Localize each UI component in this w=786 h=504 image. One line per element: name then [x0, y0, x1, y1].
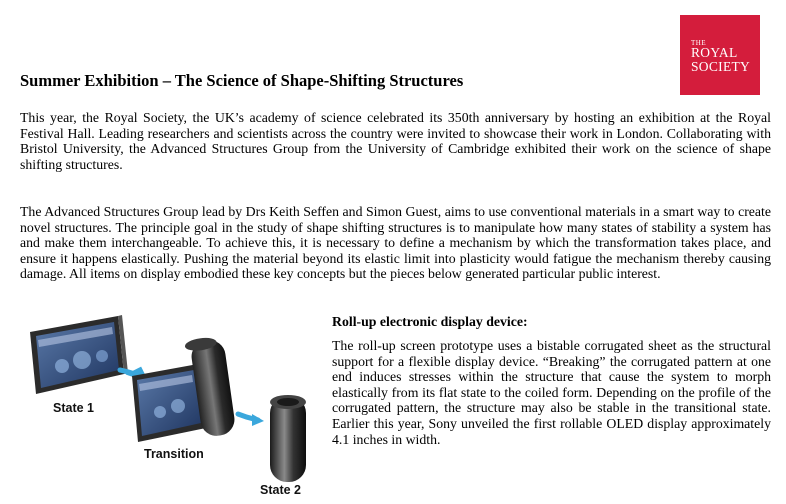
group-paragraph: The Advanced Structures Group lead by Drs Keith Seffen and Simon Guest, aims to use conventional materials in a smart way to create novel structures. The principle goal in the study of shape shifting structures is to manipulate how many states of stability a system has and make them interchangeable. To achieve this, it is necessary to define a mechanism by which the transformation takes place, and ensure it happens elastically. Pushing the material beyond its elastic limit into plasticity would fatigue the mechanism thereby causing damage. All items on display embodied these key concepts but the pieces below generated particular public interest.: [20, 204, 771, 282]
logo-line-society: SOCIETY: [691, 59, 751, 74]
intro-paragraph: This year, the Royal Society, the UK’s academy of science celebrated its 350th anniversary by hosting an exhibition at the Royal Festival Hall. Leading researchers and scientists across the country were invited to showcase their work in London. Collaborating with Bristol University, the Advanced Structures Group from the University of Cambridge exhibited their work on the science of shape shifting structures.: [20, 110, 771, 172]
state2-roll: [270, 395, 306, 482]
article-title: Summer Exhibition – The Science of Shape-Shifting Structures: [20, 71, 464, 90]
rollup-display-figure: [20, 310, 320, 500]
caption-transition: Transition: [144, 447, 204, 461]
section-heading: Roll-up electronic display device:: [332, 314, 528, 329]
state1-display: [30, 315, 128, 394]
caption-state-2: State 2: [260, 483, 301, 497]
transition-display: [132, 336, 237, 442]
arrow-head-icon: [252, 414, 264, 426]
royal-society-logo: [680, 15, 760, 95]
logo-line-the: THE: [691, 39, 707, 47]
section-paragraph: The roll-up screen prototype uses a bistable corrugated sheet as the structural support for a flexible display device. “Breaking” the corrugated pattern at one end induces stresses within the structure that cause the system to morph elastically from its flat state to the coiled form. Depending on the profile of the corrugated pattern, the structure may also be stable in the transitional state. Earlier this year, Sony unveiled the first rollable OLED display approximately 4.1 inches in width.: [332, 338, 771, 447]
caption-state-1: State 1: [53, 401, 94, 415]
logo-line-royal: ROYAL: [691, 45, 738, 60]
